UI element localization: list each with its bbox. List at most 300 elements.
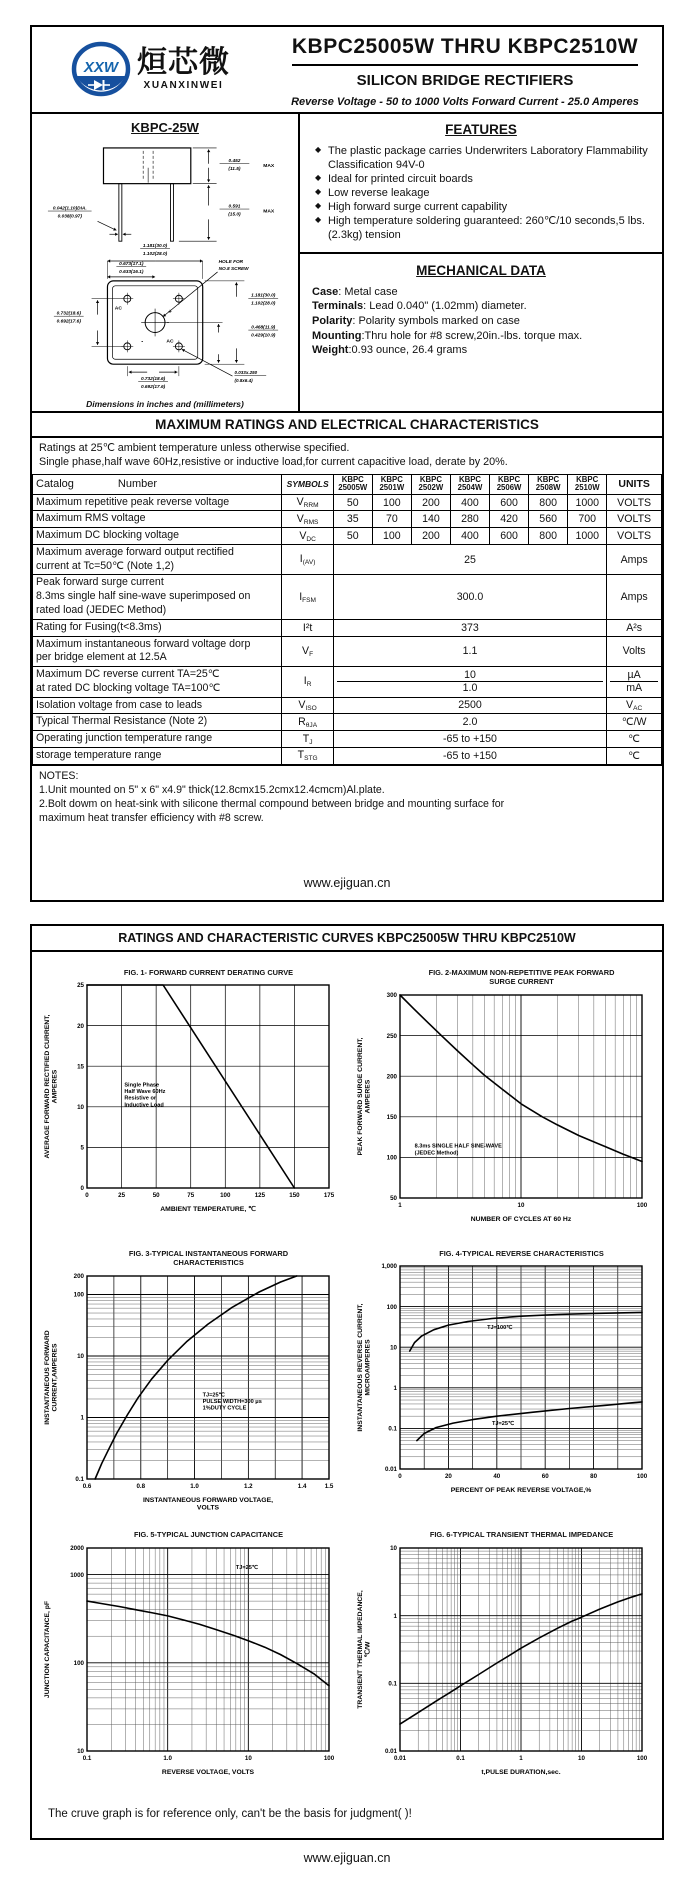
svg-text:150: 150 [386, 1113, 397, 1121]
svg-text:100: 100 [386, 1304, 397, 1312]
symbol-subscript: J [309, 738, 313, 746]
row-unit: ℃ [607, 731, 662, 748]
row-value: 800 [529, 528, 568, 545]
row-label-line: Maximum RMS voltage [36, 512, 146, 525]
svg-text:5: 5 [80, 1144, 84, 1152]
svg-text:1.181(30.0): 1.181(30.0) [142, 244, 168, 250]
table-row [33, 667, 662, 698]
part-column-header [411, 474, 450, 494]
fig5-annotation: TJ=25℃ [235, 1564, 258, 1571]
row-label-line: rated load (JEDEC Method) [36, 603, 167, 616]
row-value-split [333, 667, 607, 698]
svg-text:50: 50 [152, 1192, 160, 1200]
svg-text:1.102(28.0): 1.102(28.0) [251, 301, 276, 307]
svg-text:(11.5): (11.5) [228, 166, 241, 172]
row-symbol: $V_{DC}$ [282, 528, 333, 545]
figure-fig6 [352, 1530, 656, 1792]
fig5-title [39, 1530, 343, 1540]
row-value: 600 [490, 528, 529, 545]
table-row [33, 494, 662, 511]
fig4-ylabel: INSTANTANEOUS REVERSE CURRENT, [356, 1303, 364, 1432]
row-value: 1000 [568, 494, 607, 511]
logo-chinese-name: 烜芯微 [137, 46, 230, 79]
part-prefix: KBPC [458, 474, 482, 484]
mechanical-item-label: Mounting [312, 329, 362, 342]
svg-text:1,000: 1,000 [381, 1263, 397, 1271]
svg-text:250: 250 [386, 1032, 397, 1040]
table-row [33, 619, 662, 636]
row-value: 2500 [333, 697, 607, 714]
row-unit: VOLTS [607, 494, 662, 511]
row-value: 800 [529, 494, 568, 511]
svg-text:10: 10 [389, 1544, 397, 1552]
ratings-intro [32, 438, 662, 474]
svg-text:0: 0 [80, 1185, 84, 1193]
fig2-ylabel: PEAK FORWARD SURGE CURRENT, [356, 1037, 364, 1156]
fig1-annotation: Half Wave 60Hz [123, 1089, 165, 1096]
svg-text:15: 15 [76, 1063, 84, 1071]
part-prefix: KBPC [537, 474, 560, 484]
svg-text:25: 25 [117, 1192, 125, 1200]
svg-text:-: - [141, 339, 144, 346]
features-list [312, 144, 650, 243]
fig2-ylabel: AMPERES [364, 1079, 371, 1114]
svg-text:0.01: 0.01 [393, 1754, 406, 1762]
svg-text:1: 1 [80, 1414, 84, 1422]
row-label-line: current at Tc=50℃ (Note 1,2) [36, 559, 175, 572]
row-label-line: per bridge element at 12.5A [36, 651, 167, 664]
fig4-title-line: FIG. 4-TYPICAL REVERSE CHARACTERISTICS [439, 1248, 604, 1258]
svg-text:200: 200 [73, 1273, 84, 1281]
svg-text:300: 300 [386, 991, 397, 999]
svg-text:0: 0 [84, 1192, 89, 1200]
svg-text:0.692(17.6): 0.692(17.6) [140, 385, 166, 391]
row-value: 200 [411, 494, 450, 511]
fig1-ylabel: AVERAGE FORWARD RECTIFIED CURRENT, [43, 1014, 51, 1159]
fig2-xlabel: NUMBER OF CYCLES AT 60 Hz [470, 1215, 571, 1223]
row-label [33, 494, 282, 511]
svg-text:AC: AC [114, 306, 122, 312]
part-prefix: KBPC [341, 474, 364, 484]
svg-text:1: 1 [518, 1754, 523, 1762]
row-value: 70 [372, 511, 411, 528]
row-symbol: $V_{RMS}$ [282, 511, 333, 528]
feature-item: ◆ High forward surge current capability [315, 201, 508, 214]
unit-subscript: AC [633, 704, 643, 712]
fig4-ylabel: MICROAMPERES [364, 1339, 371, 1397]
row-value: 200 [411, 528, 450, 545]
ratings-table-body [33, 494, 662, 764]
svg-text:10: 10 [76, 1104, 84, 1112]
row-value: 373 [333, 619, 607, 636]
fig4-series-TJ=100℃ [409, 1313, 641, 1352]
logo-xxw-text: XXW [83, 58, 119, 76]
fig3-title-line: CHARACTERISTICS [173, 1258, 244, 1268]
fig3-title-line: FIG. 3-TYPICAL INSTANTANEOUS FORWARD [128, 1248, 289, 1258]
fig6-plot [352, 1541, 656, 1787]
svg-text:0.468(11.9): 0.468(11.9) [251, 325, 276, 331]
fig6-title [352, 1530, 656, 1540]
fig2-title-line: SURGE CURRENT [489, 977, 554, 987]
fig5-plot [39, 1541, 343, 1787]
svg-text:1.0: 1.0 [162, 1754, 172, 1762]
mechanical-data-title: MECHANICAL DATA [416, 262, 546, 278]
note-line: 1.Unit mounted on 5" x 6" x4.9" thick(12.8cmx15.2cmx12.4cmcm)Al.plate. [39, 783, 385, 796]
symbol-subscript: RRM [303, 501, 319, 509]
row-symbol: $T_J$ [282, 731, 333, 748]
row-value: 300.0 [333, 575, 607, 619]
mechanical-item: Terminals: Lead 0.040" (1.02mm) diameter. [312, 300, 527, 313]
ratings-intro-line2: Single phase,half wave 60Hz,resistive or inductive load,for current capacitive load, derate by 20%. [39, 456, 508, 469]
fig3-series-forward [95, 1276, 297, 1479]
row-label-line: storage temperature range [36, 748, 162, 761]
svg-text:0.6: 0.6 [82, 1483, 91, 1491]
svg-text:0.8: 0.8 [135, 1483, 145, 1491]
svg-text:1.5: 1.5 [324, 1483, 333, 1491]
row-unit: Amps [607, 575, 662, 619]
row-label [33, 636, 282, 667]
figure-fig1 [39, 968, 343, 1239]
row-symbol: $V_{RRM}$ [282, 494, 333, 511]
info-panel [300, 114, 662, 411]
row-label-line: Rating for Fusing(t<8.3ms) [36, 620, 162, 633]
svg-text:200: 200 [386, 1073, 397, 1081]
row-label [33, 667, 282, 698]
part-prefix: KBPC [380, 474, 403, 484]
svg-text:0.01: 0.01 [384, 1466, 397, 1474]
curves-section-title: RATINGS AND CHARACTERISTIC CURVES KBPC25005W THRU KBPC2510W [32, 926, 662, 952]
bullet-icon: ◆ [315, 145, 322, 154]
svg-text:0.732(18.6): 0.732(18.6) [56, 311, 81, 317]
bullet-icon: ◆ [315, 215, 322, 225]
svg-text:100: 100 [636, 1473, 647, 1481]
row-symbol: I²t [282, 619, 333, 636]
row-value: 400 [450, 528, 489, 545]
row-value: 100 [372, 494, 411, 511]
row-value: 700 [568, 511, 607, 528]
ratings-tagline: Reverse Voltage - 50 to 1000 Volts Forward Current - 25.0 Amperes [291, 96, 639, 108]
mechanical-item-label: Polarity [312, 315, 353, 328]
fig1-annotation: Inductive Load [123, 1102, 164, 1109]
svg-text:1: 1 [393, 1612, 397, 1620]
row-value: 25 [333, 544, 607, 575]
fig2-annotation: (JEDEC Method) [414, 1150, 458, 1157]
page-1 [30, 25, 664, 902]
svg-text:0.1: 0.1 [387, 1425, 397, 1433]
svg-text:10: 10 [244, 1754, 252, 1762]
svg-text:0: 0 [397, 1473, 402, 1481]
catalog-label: Catalog [36, 478, 74, 491]
row-label [33, 575, 282, 619]
fig4-xlabel: PERCENT OF PEAK REVERSE VOLTAGE,% [450, 1487, 591, 1495]
row-value: 100 [372, 528, 411, 545]
bullet-icon: ◆ [315, 201, 322, 211]
title-divider [292, 64, 638, 66]
part-column-header [372, 474, 411, 494]
page-2 [30, 924, 664, 1840]
fig1-title-line: FIG. 1- FORWARD CURRENT DERATING CURVE [123, 967, 294, 977]
svg-text:0.633(16.1): 0.633(16.1) [119, 269, 144, 275]
fig5-xlabel: REVERSE VOLTAGE, VOLTS [161, 1768, 254, 1776]
row-value: 50 [333, 494, 372, 511]
logo-english-name: XUANXINWEI [143, 80, 224, 91]
fig3-annotation: PULSE WIDTH=300 μs [202, 1399, 262, 1406]
svg-text:10: 10 [517, 1201, 524, 1209]
part-suffix: 2501W [379, 483, 405, 493]
symbol-subscript: F [309, 650, 314, 658]
table-row [33, 714, 662, 731]
symbol-subscript: DC [306, 535, 316, 543]
figure-fig3 [39, 1249, 343, 1520]
row-label [33, 511, 282, 528]
fig5-series-capacitance [87, 1601, 329, 1686]
row-unit: VOLTS [607, 511, 662, 528]
svg-text:0.452: 0.452 [228, 158, 241, 164]
features-section [300, 114, 662, 254]
mechanical-item-label: Terminals [312, 300, 364, 313]
svg-text:1.0: 1.0 [189, 1483, 199, 1491]
svg-text:AC: AC [166, 339, 174, 345]
row-value: 1.1 [333, 636, 607, 667]
figure-fig2 [352, 968, 656, 1239]
part-column-header [490, 474, 529, 494]
row-label-line: Maximum DC reverse current TA=25℃ [36, 668, 220, 681]
row-value: 50 [333, 528, 372, 545]
row-label-line: Maximum average forward output rectified [36, 545, 234, 558]
symbol-subscript: (AV) [302, 559, 316, 567]
row-label-line: Maximum DC blocking voltage [36, 529, 180, 542]
svg-text:0.732(18.6): 0.732(18.6) [140, 377, 166, 383]
datasheet-page [0, 25, 694, 1879]
row-label [33, 747, 282, 764]
upper-columns [32, 114, 662, 413]
table-row [33, 731, 662, 748]
fig1-annotation: Single Phase [123, 1082, 159, 1089]
svg-text:0.1: 0.1 [455, 1754, 465, 1762]
fig3-title [39, 1249, 343, 1268]
split-unit: µA [610, 669, 658, 682]
mechanical-item: Polarity: Polarity symbols marked on case [312, 315, 520, 328]
part-suffix: 2502W [418, 483, 444, 493]
number-label: Number [117, 478, 158, 491]
symbol-subscript: RMS [303, 518, 319, 526]
svg-text:20: 20 [444, 1473, 452, 1481]
mechanical-data-list [312, 285, 650, 359]
row-symbol: $R_{\theta JA}$ [282, 714, 333, 731]
mechanical-item: Weight:0.93 ounce, 26.4 grams [312, 344, 468, 357]
svg-text:0.673(17.1): 0.673(17.1) [119, 262, 144, 267]
fig6-ylabel: TRANSIENT THERMAL IMPEDANCE, [356, 1589, 364, 1709]
row-unit: Amps [607, 544, 662, 575]
company-logo [32, 27, 268, 112]
logo-text [137, 48, 230, 91]
mechanical-data-section [300, 254, 662, 411]
part-column-header [529, 474, 568, 494]
row-symbol: $V_{ISO}$ [282, 697, 333, 714]
svg-text:0.042(1.10)DIA.: 0.042(1.10)DIA. [52, 206, 87, 212]
svg-text:0.591: 0.591 [228, 204, 241, 210]
split-units [610, 669, 658, 694]
product-family-title: SILICON BRIDGE RECTIFIERS [356, 72, 574, 89]
row-value: -65 to +150 [333, 747, 607, 764]
svg-text:1.4: 1.4 [297, 1483, 306, 1491]
svg-text:50: 50 [389, 1194, 397, 1202]
row-value: 400 [450, 494, 489, 511]
logo-mark-icon [70, 41, 132, 99]
table-row [33, 511, 662, 528]
svg-text:1.102(28.0): 1.102(28.0) [142, 252, 168, 258]
svg-text:10: 10 [577, 1754, 585, 1762]
row-symbol: $I_R$ [282, 667, 333, 698]
row-unit: $V_{AC}$ [607, 697, 662, 714]
row-symbol: $I_{FSM}$ [282, 575, 333, 619]
row-value: -65 to +150 [333, 731, 607, 748]
part-suffix: 2508W [535, 483, 561, 493]
table-row [33, 697, 662, 714]
package-name: KBPC-25W [131, 120, 199, 135]
fig6-xlabel: t,PULSE DURATION,sec. [480, 1768, 561, 1776]
fig3-ylabel: INSTANTANEOUS FORWARD [43, 1330, 51, 1425]
fig4-annotation: TJ=100℃ [486, 1325, 513, 1332]
mechanical-item-label: Weight [312, 344, 349, 357]
symbol-subscript: θJA [305, 721, 318, 729]
row-value: 420 [490, 511, 529, 528]
fig5-ylabel: JUNCTION CAPACITANCE, pF [43, 1600, 51, 1698]
svg-text:40: 40 [492, 1473, 500, 1481]
svg-text:150: 150 [288, 1192, 300, 1200]
row-unit: VOLTS [607, 528, 662, 545]
package-drawing-svg [40, 137, 290, 393]
fig3-annotation: TJ=25℃ [202, 1392, 225, 1399]
symbol-subscript: ISO [305, 704, 317, 712]
svg-text:60: 60 [541, 1473, 549, 1481]
part-suffix: 2510W [574, 483, 600, 493]
svg-text:100: 100 [636, 1754, 647, 1762]
row-label-line: Maximum instantaneous forward voltage dorp [36, 637, 251, 650]
svg-text:MAX: MAX [263, 209, 275, 215]
row-value: 1000 [568, 528, 607, 545]
part-suffix: 2504W [457, 483, 483, 493]
fig2-title-line: FIG. 2-MAXIMUM NON-REPETITIVE PEAK FORWARD [428, 967, 615, 977]
row-unit-split [607, 667, 662, 698]
mechanical-item-label: Case [312, 285, 339, 298]
part-number-title: KBPC25005W THRU KBPC2510W [291, 35, 639, 58]
fig1-ylabel: AMPERES [51, 1069, 58, 1104]
fig1-plot [39, 978, 343, 1224]
row-unit: A²s [607, 619, 662, 636]
ratings-intro-line1: Ratings at 25℃ ambient temperature unless otherwise specified. [39, 442, 350, 454]
row-symbol: $I_{(AV)}$ [282, 544, 333, 575]
svg-text:20: 20 [76, 1022, 84, 1030]
part-prefix: KBPC [419, 474, 442, 484]
fig4-title [352, 1249, 656, 1259]
part-prefix: KBPC [576, 474, 599, 484]
symbol-subscript: R [306, 681, 312, 689]
row-label-line: 8.3ms single half sine-wave superimposed on [36, 590, 251, 603]
svg-text:175: 175 [323, 1192, 334, 1200]
fig5-title-line: FIG. 5-TYPICAL JUNCTION CAPACITANCE [133, 1530, 284, 1540]
fig4-annotation: TJ=25℃ [491, 1421, 514, 1428]
row-label [33, 697, 282, 714]
row-label [33, 714, 282, 731]
page1-footer-url[interactable]: www.ejiguan.cn [303, 875, 391, 890]
fig6-ylabel: ℃/W [364, 1641, 371, 1658]
svg-text:100: 100 [323, 1754, 334, 1762]
svg-text:0.1: 0.1 [82, 1754, 91, 1762]
fig3-xlabel: VOLTS [196, 1504, 219, 1512]
svg-text:(0.8x6.4): (0.8x6.4) [234, 378, 253, 384]
svg-text:0.1: 0.1 [74, 1476, 84, 1484]
row-unit: ℃/W [607, 714, 662, 731]
figure-fig4 [352, 1249, 656, 1520]
row-value: 600 [490, 494, 529, 511]
part-suffix: 25005W [338, 483, 368, 493]
fig2-title [352, 968, 656, 987]
row-label-line: Typical Thermal Resistance (Note 2) [36, 715, 208, 728]
symbol-subscript: FSM [302, 596, 316, 604]
disclaimer-text: The cruve graph is for reference only, can't be the basis for judgment( )! [48, 1807, 412, 1820]
fig3-xlabel: INSTANTANEOUS FORWARD VOLTAGE, [142, 1497, 273, 1505]
svg-text:1.2: 1.2 [243, 1483, 253, 1491]
fig1-xlabel: AMBIENT TEMPERATURE, ℃ [159, 1206, 256, 1214]
fig6-title-line: FIG. 6-TYPICAL TRANSIENT THERMAL IMPEDANCE [429, 1530, 614, 1540]
row-label-line: Operating junction temperature range [36, 732, 213, 745]
feature-item: ◆ Low reverse leakage [315, 187, 430, 200]
svg-text:100: 100 [73, 1659, 84, 1667]
svg-text:100: 100 [219, 1192, 230, 1200]
row-label-line: at rated DC blocking voltage TA=100℃ [36, 681, 221, 694]
row-value: 35 [333, 511, 372, 528]
row-label [33, 619, 282, 636]
fig3-annotation: 1%DUTY CYCLE [202, 1405, 246, 1412]
figure-fig5 [39, 1530, 343, 1792]
svg-text:100: 100 [73, 1291, 84, 1299]
svg-text:1.181(30.0): 1.181(30.0) [251, 293, 276, 299]
row-label-line: Isolation voltage from case to leads [36, 698, 203, 711]
fig1-title [39, 968, 343, 978]
package-outline-drawing [34, 137, 296, 398]
split-value: 1.0 [462, 682, 478, 695]
row-unit: ℃ [607, 747, 662, 764]
svg-text:10: 10 [76, 1353, 84, 1361]
row-label [33, 528, 282, 545]
feature-item: ◆ Ideal for printed circuit boards [315, 173, 473, 186]
features-title: FEATURES [445, 122, 517, 137]
part-column-header [450, 474, 489, 494]
fig2-annotation: 8.3ms SINGLE HALF SINE-WAVE [414, 1143, 502, 1150]
svg-text:0.038(0.97): 0.038(0.97) [57, 214, 82, 220]
svg-text:0.429(10.9): 0.429(10.9) [251, 333, 276, 339]
row-label-line: Maximum repetitive peak reverse voltage [36, 495, 230, 508]
row-unit: Volts [607, 636, 662, 667]
svg-text:(15.0): (15.0) [228, 212, 241, 218]
svg-text:125: 125 [254, 1192, 265, 1200]
svg-text:1000: 1000 [69, 1571, 84, 1579]
units-header: UNITS [607, 474, 662, 494]
package-drawing-panel [32, 114, 300, 411]
svg-text:100: 100 [636, 1201, 647, 1209]
mechanical-item: Mounting:Thru hole for #8 screw,20in.-lbs. torque max. [312, 329, 583, 342]
svg-text:0.01: 0.01 [384, 1747, 397, 1755]
split-values [337, 669, 604, 694]
svg-text:10: 10 [389, 1344, 397, 1352]
page2-footer-url[interactable]: www.ejiguan.cn [303, 1850, 391, 1865]
notes-block [32, 765, 662, 830]
table-row [33, 544, 662, 575]
svg-text:10: 10 [76, 1747, 84, 1755]
svg-text:0.692(17.6): 0.692(17.6) [56, 319, 81, 325]
fig3-plot [39, 1269, 343, 1515]
